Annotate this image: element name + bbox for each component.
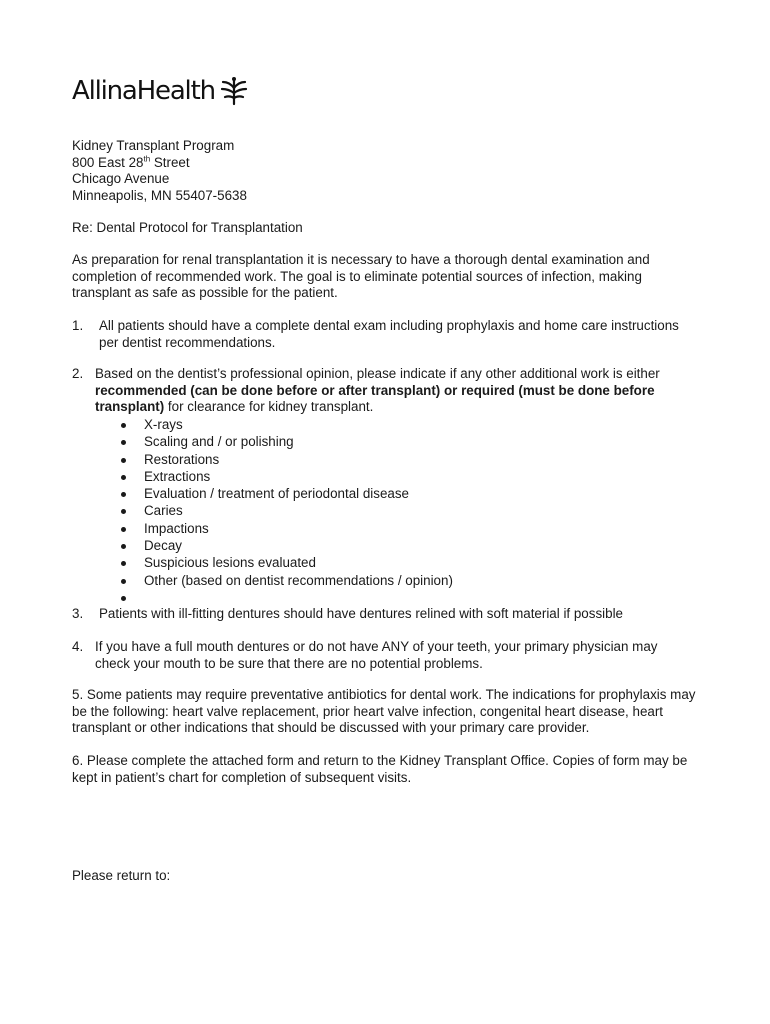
list-item: Decay bbox=[118, 538, 453, 555]
list-item: Impactions bbox=[118, 521, 453, 538]
item-number: 3. bbox=[72, 606, 84, 621]
list-item: Caries bbox=[118, 503, 453, 520]
list-item-2 bbox=[72, 366, 684, 416]
bullet-icon bbox=[121, 458, 126, 463]
address-block bbox=[72, 138, 247, 204]
list-item-3 bbox=[72, 606, 684, 623]
list-item: X-rays bbox=[118, 417, 453, 434]
item-text: If you have a full mouth dentures or do not have ANY of your teeth, your primary physician may check your mouth to be sure that there are no potential problems. bbox=[95, 639, 658, 671]
list-item: Other (based on dentist recommendations / opinion) bbox=[118, 573, 453, 590]
subject-line: Re: Dental Protocol for Transplantation bbox=[72, 220, 303, 235]
logo-wordmark: AllinaHealth bbox=[72, 76, 215, 106]
bullet-icon bbox=[121, 475, 126, 480]
bullet-icon bbox=[121, 527, 126, 532]
address-line: Chicago Avenue bbox=[72, 171, 170, 187]
address-line: 800 East 28th Street bbox=[72, 154, 190, 170]
address-line: Kidney Transplant Program bbox=[72, 138, 235, 153]
item-text: All patients should have a complete dental exam including prophylaxis and home care instructions per dentist recommendations. bbox=[99, 318, 679, 350]
list-item: Evaluation / treatment of periodontal disease bbox=[118, 486, 453, 503]
dental-work-list bbox=[118, 417, 453, 607]
return-label: Please return to: bbox=[72, 868, 171, 883]
list-item: Scaling and / or polishing bbox=[118, 434, 453, 451]
bullet-icon bbox=[121, 596, 126, 601]
list-item bbox=[118, 590, 453, 607]
list-item: Suspicious lesions evaluated bbox=[118, 555, 453, 572]
list-item: Extractions bbox=[118, 469, 453, 486]
bullet-icon bbox=[121, 440, 126, 445]
form-instructions-paragraph: 6. Please complete the attached form and return to the Kidney Transplant Office. Copies of form may be kept in patient’s chart for completion of subsequent visits. bbox=[72, 753, 688, 785]
antibiotics-paragraph: 5. Some patients may require preventative antibiotics for dental work. The indications for prophylaxis may be the following: heart valve replacement, prior heart valve infection, congenital heart disease, heart transplant or other indications that should be discussed with your primary care provider. bbox=[72, 687, 696, 736]
address-line: Minneapolis, MN 55407-5638 bbox=[72, 187, 247, 203]
intro-paragraph: As preparation for renal transplantation it is necessary to have a thorough dental examination and completion of recommended work. The goal is to eliminate potential sources of infection, making transplant as safe as possible for the patient. bbox=[72, 252, 650, 301]
bullet-icon bbox=[121, 579, 126, 584]
allina-tree-icon bbox=[219, 76, 249, 106]
item-number: 2. bbox=[72, 366, 84, 381]
item-text: Patients with ill-fitting dentures should have dentures relined with soft material if possible bbox=[99, 606, 623, 621]
bullet-icon bbox=[121, 509, 126, 514]
bullet-icon bbox=[121, 423, 126, 428]
list-item-4 bbox=[72, 639, 684, 672]
list-item-1 bbox=[72, 318, 684, 351]
list-item: Restorations bbox=[118, 452, 453, 469]
item-number: 4. bbox=[72, 639, 84, 654]
item-text: Based on the dentist’s professional opinion, please indicate if any other additional work is either recommended (can be done before or after transplant) or required (must be done before transplant) for clearance for kidney transplant. bbox=[95, 366, 660, 415]
allina-health-logo bbox=[72, 72, 249, 106]
bullet-icon bbox=[121, 561, 126, 566]
bullet-icon bbox=[121, 492, 126, 497]
item-number: 1. bbox=[72, 318, 84, 333]
bullet-icon bbox=[121, 544, 126, 549]
